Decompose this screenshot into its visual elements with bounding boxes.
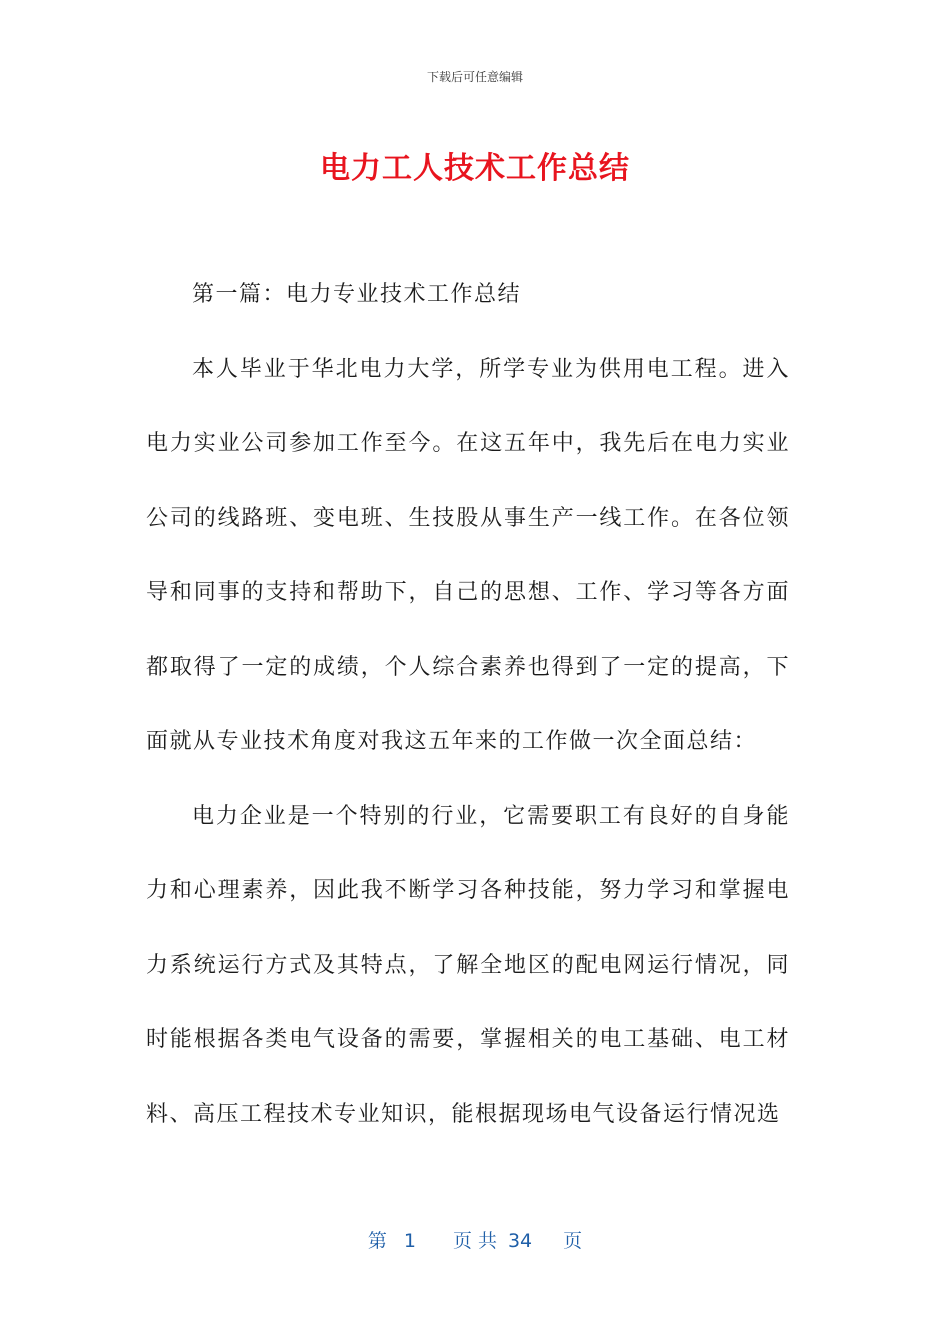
section-heading: 第一篇：电力专业技术工作总结 bbox=[192, 282, 522, 307]
footer-middle: 页 共 bbox=[452, 1230, 498, 1252]
document-title: 电力工人技术工作总结 bbox=[320, 151, 630, 186]
footer-prefix: 第 bbox=[367, 1230, 387, 1252]
paragraph-2: 电力企业是一个特别的行业，它需要职工有良好的自身能力和心理素养，因此我不断学习各种技能，努力学习和掌握电力系统运行方式及其特点，了解全地区的配电网运行情况，同时能根据各类电气设备的需要，掌握相关的电工基础、电工材料、高压工程技术专业知识，能根据现场电气设备运行情况选 bbox=[146, 803, 790, 1127]
current-page-number: 1 bbox=[403, 1230, 416, 1252]
page-footer bbox=[0, 1226, 950, 1253]
footer-suffix: 页 bbox=[563, 1230, 583, 1252]
paragraph-1: 本人毕业于华北电力大学，所学专业为供用电工程。进入电力实业公司参加工作至今。在这五年中，我先后在电力实业公司的线路班、变电班、生技股从事生产一线工作。在各位领导和同事的支持和帮助下，自己的思想、工作、学习等各方面都取得了一定的成绩，个人综合素养也得到了一定的提高，下面就从专业技术角度对我这五年来的工作做一次全面总结： bbox=[146, 356, 790, 754]
header-note: 下载后可任意编辑 bbox=[426, 70, 523, 84]
total-pages-number: 34 bbox=[507, 1230, 533, 1252]
document-body bbox=[146, 258, 790, 1152]
